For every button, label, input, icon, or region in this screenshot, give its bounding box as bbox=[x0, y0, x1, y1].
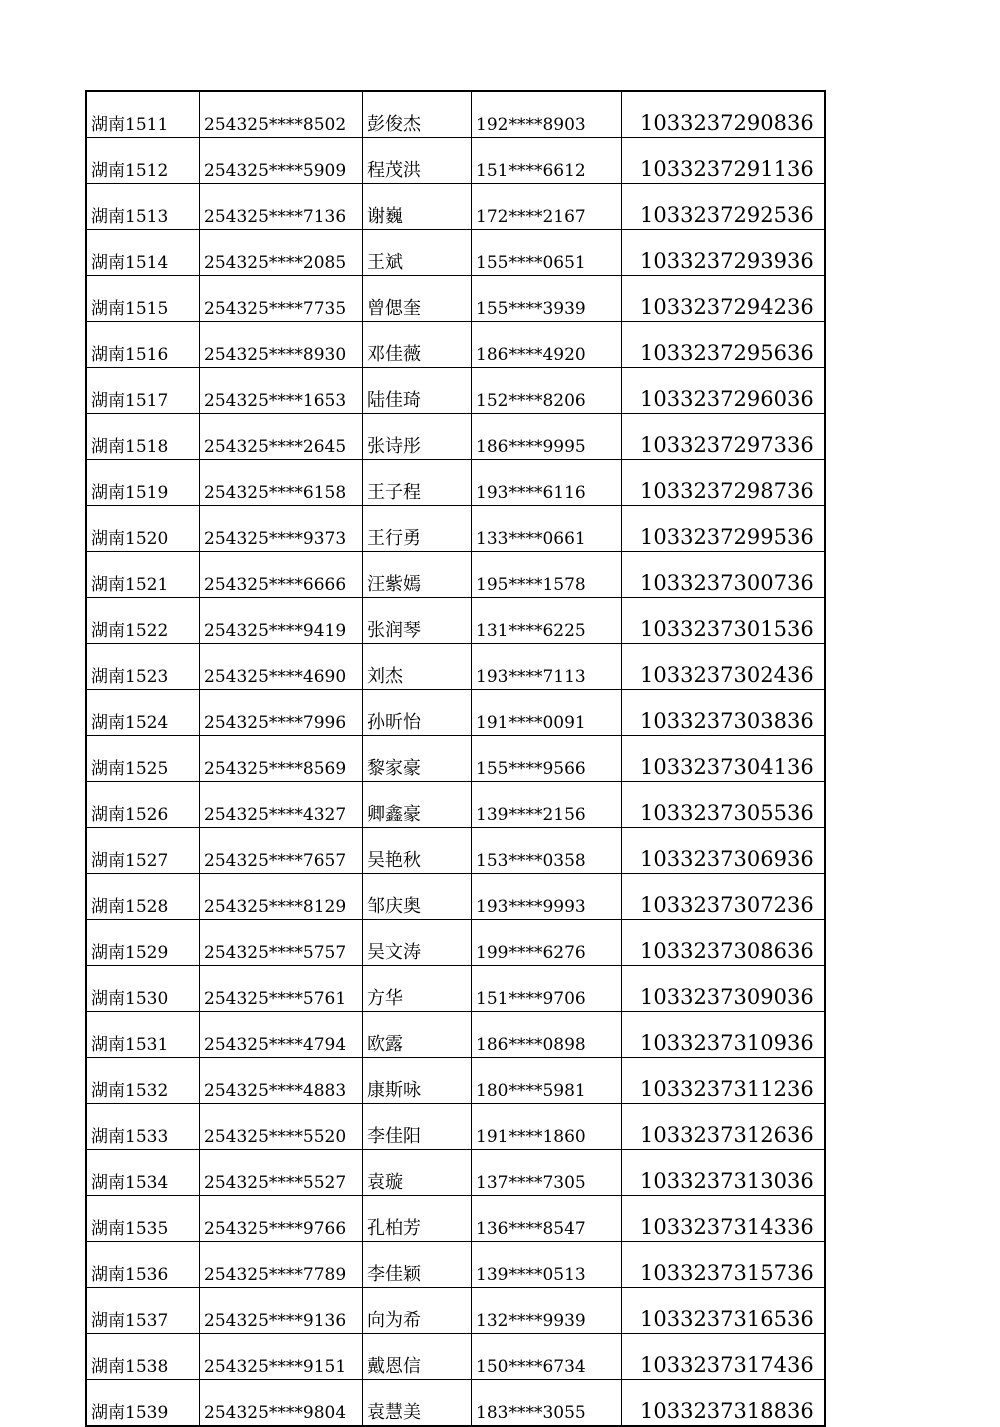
table-row bbox=[86, 874, 825, 920]
table-row bbox=[86, 1242, 825, 1288]
phone-cell: 180****5981 bbox=[472, 1058, 622, 1104]
id-number-cell: 254325****7657 bbox=[200, 828, 363, 874]
region-cell: 湖南1527 bbox=[86, 828, 200, 874]
phone-cell: 131****6225 bbox=[472, 598, 622, 644]
name-cell: 张润琴 bbox=[363, 598, 472, 644]
table-row bbox=[86, 552, 825, 598]
region-cell: 湖南1522 bbox=[86, 598, 200, 644]
table-row bbox=[86, 690, 825, 736]
tracking-number-cell: 1033237302436 bbox=[622, 644, 826, 690]
table-row bbox=[86, 184, 825, 230]
id-number-cell: 254325****6158 bbox=[200, 460, 363, 506]
table-row bbox=[86, 598, 825, 644]
id-number-cell: 254325****4690 bbox=[200, 644, 363, 690]
name-cell: 汪紫嫣 bbox=[363, 552, 472, 598]
name-cell: 李佳阳 bbox=[363, 1104, 472, 1150]
name-cell: 李佳颖 bbox=[363, 1242, 472, 1288]
tracking-number-cell: 1033237301536 bbox=[622, 598, 826, 644]
id-number-cell: 254325****7136 bbox=[200, 184, 363, 230]
table-row bbox=[86, 966, 825, 1012]
name-cell: 吴文涛 bbox=[363, 920, 472, 966]
name-cell: 方华 bbox=[363, 966, 472, 1012]
id-number-cell: 254325****7735 bbox=[200, 276, 363, 322]
id-number-cell: 254325****8930 bbox=[200, 322, 363, 368]
table-row bbox=[86, 644, 825, 690]
id-number-cell: 254325****9373 bbox=[200, 506, 363, 552]
tracking-number-cell: 1033237309036 bbox=[622, 966, 826, 1012]
name-cell: 程茂洪 bbox=[363, 138, 472, 184]
phone-cell: 193****6116 bbox=[472, 460, 622, 506]
region-cell: 湖南1515 bbox=[86, 276, 200, 322]
tracking-number-cell: 1033237299536 bbox=[622, 506, 826, 552]
id-number-cell: 254325****2085 bbox=[200, 230, 363, 276]
phone-cell: 139****2156 bbox=[472, 782, 622, 828]
phone-cell: 199****6276 bbox=[472, 920, 622, 966]
table-row bbox=[86, 1104, 825, 1150]
table-row bbox=[86, 1380, 825, 1427]
phone-cell: 191****1860 bbox=[472, 1104, 622, 1150]
phone-cell: 172****2167 bbox=[472, 184, 622, 230]
table-row bbox=[86, 322, 825, 368]
table-row bbox=[86, 414, 825, 460]
phone-cell: 195****1578 bbox=[472, 552, 622, 598]
phone-cell: 137****7305 bbox=[472, 1150, 622, 1196]
id-number-cell: 254325****4794 bbox=[200, 1012, 363, 1058]
tracking-number-cell: 1033237310936 bbox=[622, 1012, 826, 1058]
id-number-cell: 254325****9766 bbox=[200, 1196, 363, 1242]
name-cell: 曾偲奎 bbox=[363, 276, 472, 322]
phone-cell: 139****0513 bbox=[472, 1242, 622, 1288]
table-row bbox=[86, 1288, 825, 1334]
tracking-number-cell: 1033237318836 bbox=[622, 1380, 826, 1427]
table-row bbox=[86, 1334, 825, 1380]
name-cell: 刘杰 bbox=[363, 644, 472, 690]
id-number-cell: 254325****8129 bbox=[200, 874, 363, 920]
table-row bbox=[86, 91, 825, 138]
id-number-cell: 254325****5909 bbox=[200, 138, 363, 184]
table-body bbox=[86, 91, 825, 1426]
name-cell: 孔柏芳 bbox=[363, 1196, 472, 1242]
id-number-cell: 254325****5757 bbox=[200, 920, 363, 966]
name-cell: 彭俊杰 bbox=[363, 91, 472, 138]
region-cell: 湖南1520 bbox=[86, 506, 200, 552]
tracking-number-cell: 1033237315736 bbox=[622, 1242, 826, 1288]
tracking-number-cell: 1033237305536 bbox=[622, 782, 826, 828]
id-number-cell: 254325****7996 bbox=[200, 690, 363, 736]
id-number-cell: 254325****4883 bbox=[200, 1058, 363, 1104]
table-row bbox=[86, 368, 825, 414]
region-cell: 湖南1518 bbox=[86, 414, 200, 460]
phone-cell: 186****9995 bbox=[472, 414, 622, 460]
phone-cell: 193****7113 bbox=[472, 644, 622, 690]
id-number-cell: 254325****9419 bbox=[200, 598, 363, 644]
region-cell: 湖南1521 bbox=[86, 552, 200, 598]
table-row bbox=[86, 1150, 825, 1196]
phone-cell: 133****0661 bbox=[472, 506, 622, 552]
name-cell: 张诗彤 bbox=[363, 414, 472, 460]
region-cell: 湖南1537 bbox=[86, 1288, 200, 1334]
tracking-number-cell: 1033237311236 bbox=[622, 1058, 826, 1104]
region-cell: 湖南1531 bbox=[86, 1012, 200, 1058]
id-number-cell: 254325****9804 bbox=[200, 1380, 363, 1427]
region-cell: 湖南1526 bbox=[86, 782, 200, 828]
tracking-number-cell: 1033237290836 bbox=[622, 91, 826, 138]
region-cell: 湖南1511 bbox=[86, 91, 200, 138]
id-number-cell: 254325****7789 bbox=[200, 1242, 363, 1288]
phone-cell: 151****9706 bbox=[472, 966, 622, 1012]
tracking-number-cell: 1033237297336 bbox=[622, 414, 826, 460]
name-cell: 王行勇 bbox=[363, 506, 472, 552]
table-row bbox=[86, 1058, 825, 1104]
name-cell: 袁慧美 bbox=[363, 1380, 472, 1427]
region-cell: 湖南1517 bbox=[86, 368, 200, 414]
table-row bbox=[86, 460, 825, 506]
region-cell: 湖南1539 bbox=[86, 1380, 200, 1427]
phone-cell: 193****9993 bbox=[472, 874, 622, 920]
phone-cell: 150****6734 bbox=[472, 1334, 622, 1380]
region-cell: 湖南1535 bbox=[86, 1196, 200, 1242]
region-cell: 湖南1512 bbox=[86, 138, 200, 184]
name-cell: 邹庆奥 bbox=[363, 874, 472, 920]
phone-cell: 186****0898 bbox=[472, 1012, 622, 1058]
table-row bbox=[86, 230, 825, 276]
tracking-number-cell: 1033237298736 bbox=[622, 460, 826, 506]
name-cell: 卿鑫豪 bbox=[363, 782, 472, 828]
tracking-number-cell: 1033237306936 bbox=[622, 828, 826, 874]
tracking-number-cell: 1033237313036 bbox=[622, 1150, 826, 1196]
tracking-number-cell: 1033237300736 bbox=[622, 552, 826, 598]
tracking-number-cell: 1033237317436 bbox=[622, 1334, 826, 1380]
region-cell: 湖南1524 bbox=[86, 690, 200, 736]
table-row bbox=[86, 276, 825, 322]
table-row bbox=[86, 1012, 825, 1058]
table-row bbox=[86, 138, 825, 184]
region-cell: 湖南1523 bbox=[86, 644, 200, 690]
table-row bbox=[86, 920, 825, 966]
phone-cell: 186****4920 bbox=[472, 322, 622, 368]
phone-cell: 192****8903 bbox=[472, 91, 622, 138]
tracking-number-cell: 1033237316536 bbox=[622, 1288, 826, 1334]
phone-cell: 136****8547 bbox=[472, 1196, 622, 1242]
tracking-number-cell: 1033237304136 bbox=[622, 736, 826, 782]
table-row bbox=[86, 782, 825, 828]
tracking-number-cell: 1033237314336 bbox=[622, 1196, 826, 1242]
name-cell: 谢巍 bbox=[363, 184, 472, 230]
name-cell: 康斯咏 bbox=[363, 1058, 472, 1104]
id-number-cell: 254325****5761 bbox=[200, 966, 363, 1012]
id-number-cell: 254325****6666 bbox=[200, 552, 363, 598]
id-number-cell: 254325****1653 bbox=[200, 368, 363, 414]
name-cell: 陆佳琦 bbox=[363, 368, 472, 414]
table-row bbox=[86, 828, 825, 874]
name-cell: 黎家豪 bbox=[363, 736, 472, 782]
region-cell: 湖南1538 bbox=[86, 1334, 200, 1380]
name-cell: 欧露 bbox=[363, 1012, 472, 1058]
id-number-cell: 254325****8502 bbox=[200, 91, 363, 138]
table-row bbox=[86, 1196, 825, 1242]
phone-cell: 152****8206 bbox=[472, 368, 622, 414]
tracking-number-cell: 1033237312636 bbox=[622, 1104, 826, 1150]
id-number-cell: 254325****4327 bbox=[200, 782, 363, 828]
region-cell: 湖南1516 bbox=[86, 322, 200, 368]
name-cell: 向为希 bbox=[363, 1288, 472, 1334]
region-cell: 湖南1533 bbox=[86, 1104, 200, 1150]
tracking-number-cell: 1033237294236 bbox=[622, 276, 826, 322]
tracking-number-cell: 1033237295636 bbox=[622, 322, 826, 368]
region-cell: 湖南1532 bbox=[86, 1058, 200, 1104]
region-cell: 湖南1513 bbox=[86, 184, 200, 230]
name-cell: 孙昕怡 bbox=[363, 690, 472, 736]
id-number-cell: 254325****2645 bbox=[200, 414, 363, 460]
phone-cell: 155****3939 bbox=[472, 276, 622, 322]
phone-cell: 153****0358 bbox=[472, 828, 622, 874]
name-cell: 王子程 bbox=[363, 460, 472, 506]
region-cell: 湖南1525 bbox=[86, 736, 200, 782]
region-cell: 湖南1530 bbox=[86, 966, 200, 1012]
data-table bbox=[85, 90, 826, 1427]
name-cell: 戴恩信 bbox=[363, 1334, 472, 1380]
tracking-number-cell: 1033237308636 bbox=[622, 920, 826, 966]
tracking-number-cell: 1033237292536 bbox=[622, 184, 826, 230]
region-cell: 湖南1534 bbox=[86, 1150, 200, 1196]
table-row bbox=[86, 506, 825, 552]
name-cell: 吴艳秋 bbox=[363, 828, 472, 874]
id-number-cell: 254325****9136 bbox=[200, 1288, 363, 1334]
tracking-number-cell: 1033237303836 bbox=[622, 690, 826, 736]
phone-cell: 132****9939 bbox=[472, 1288, 622, 1334]
name-cell: 袁璇 bbox=[363, 1150, 472, 1196]
region-cell: 湖南1514 bbox=[86, 230, 200, 276]
phone-cell: 191****0091 bbox=[472, 690, 622, 736]
phone-cell: 155****9566 bbox=[472, 736, 622, 782]
id-number-cell: 254325****5520 bbox=[200, 1104, 363, 1150]
id-number-cell: 254325****8569 bbox=[200, 736, 363, 782]
region-cell: 湖南1529 bbox=[86, 920, 200, 966]
region-cell: 湖南1519 bbox=[86, 460, 200, 506]
phone-cell: 183****3055 bbox=[472, 1380, 622, 1427]
name-cell: 邓佳薇 bbox=[363, 322, 472, 368]
id-number-cell: 254325****9151 bbox=[200, 1334, 363, 1380]
table-row bbox=[86, 736, 825, 782]
tracking-number-cell: 1033237296036 bbox=[622, 368, 826, 414]
id-number-cell: 254325****5527 bbox=[200, 1150, 363, 1196]
name-cell: 王斌 bbox=[363, 230, 472, 276]
phone-cell: 155****0651 bbox=[472, 230, 622, 276]
tracking-number-cell: 1033237293936 bbox=[622, 230, 826, 276]
region-cell: 湖南1528 bbox=[86, 874, 200, 920]
region-cell: 湖南1536 bbox=[86, 1242, 200, 1288]
tracking-number-cell: 1033237307236 bbox=[622, 874, 826, 920]
phone-cell: 151****6612 bbox=[472, 138, 622, 184]
tracking-number-cell: 1033237291136 bbox=[622, 138, 826, 184]
